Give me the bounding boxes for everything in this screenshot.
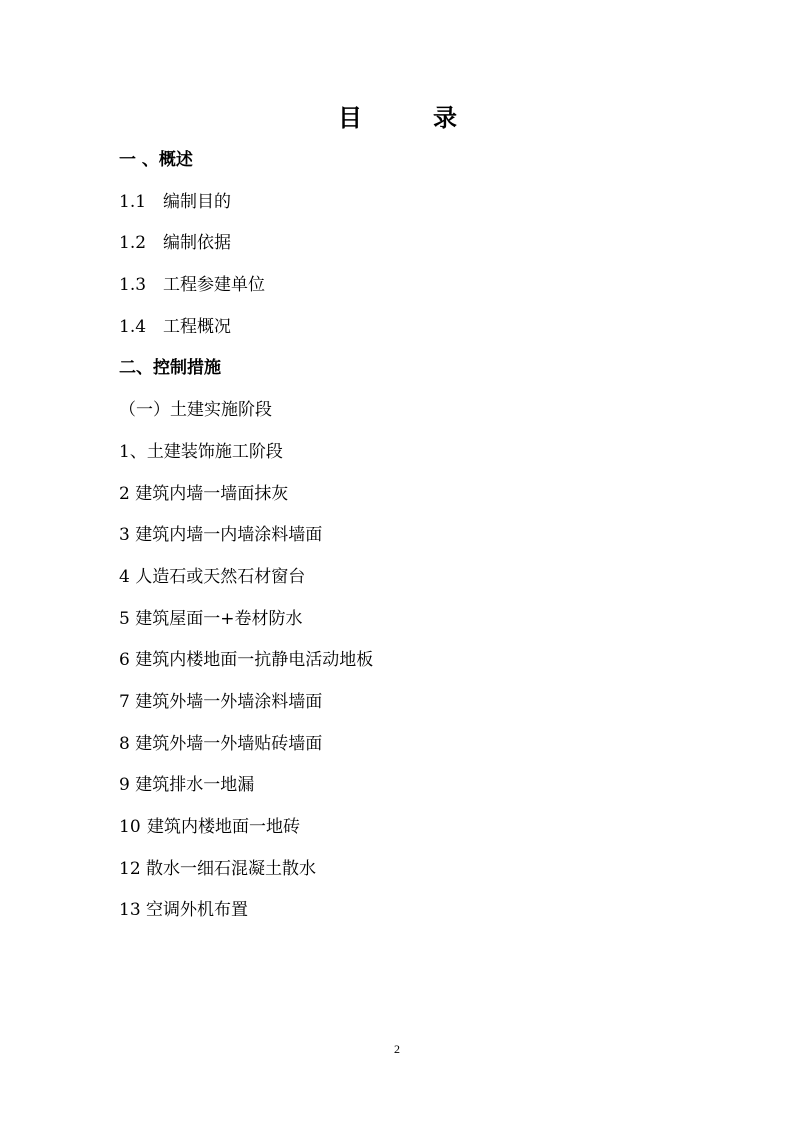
toc-item-text: 2 建筑内墙一墙面抹灰 [119,483,289,504]
toc-item-1-4 [119,311,719,353]
toc-item-overview [119,144,719,186]
toc-item-text: 4 人造石或天然石材窗台 [119,566,306,587]
toc-item-text: 6 建筑内楼地面一抗静电活动地板 [119,650,374,671]
toc-item-1-3 [119,269,719,311]
toc-item-2 [119,478,719,520]
toc-item-6 [119,644,719,686]
toc-item-8 [119,728,719,770]
toc-item-4 [119,561,719,603]
title-char-1: 目 [338,104,362,132]
toc-item-10 [119,811,719,853]
toc-item-text: 工程概况 [163,316,231,337]
toc-item-text: 工程参建单位 [163,275,265,296]
toc-item-7 [119,686,719,728]
toc-item-text: 9 建筑排水一地漏 [119,775,255,796]
toc-item-text: 编制目的 [163,191,231,212]
toc-item-1-1 [119,186,719,228]
toc-item-3 [119,519,719,561]
toc-item-text: 12 散水一细石混凝土散水 [119,858,317,879]
toc-item-text: 、概述 [136,150,193,170]
toc-item-text: 5 建筑屋面一+卷材防水 [119,608,303,629]
toc-item-12 [119,853,719,895]
toc-item-text: 建筑内楼地面一地砖 [147,817,300,837]
title-char-2: 录 [433,104,457,132]
page-number: 2 [394,1042,400,1056]
toc-item-text: 3 建筑内墙一内墙涂料墙面 [119,525,323,546]
toc-item-number: 一 [119,150,136,170]
toc-item-text: 编制依据 [163,233,231,254]
toc-item-1-2 [119,227,719,269]
toc-item-number: 1.4 [119,316,147,337]
toc-item-number: 1.3 [119,275,147,296]
toc-item-text: 7 建筑外墙一外墙涂料墙面 [119,691,323,712]
toc-item-text: 1、土建装饰施工阶段 [119,441,283,462]
toc-item-9 [119,769,719,811]
toc-item-13 [119,894,719,936]
toc-item-civil-stage [119,394,719,436]
toc-item-number: 1.2 [119,233,147,254]
toc-item-number: 1.1 [119,191,147,212]
toc-item-text: 二、控制措施 [119,358,221,379]
toc-item-decoration-stage [119,436,719,478]
toc-item-text: 13 空调外机布置 [119,900,249,921]
toc-item-number: 10 [119,817,141,837]
toc-item-text: （一）土建实施阶段 [119,400,272,421]
toc-item-control-measures [119,352,719,394]
table-of-contents [119,144,719,936]
toc-item-5 [119,603,719,645]
toc-item-text: 8 建筑外墙一外墙贴砖墙面 [119,733,323,754]
